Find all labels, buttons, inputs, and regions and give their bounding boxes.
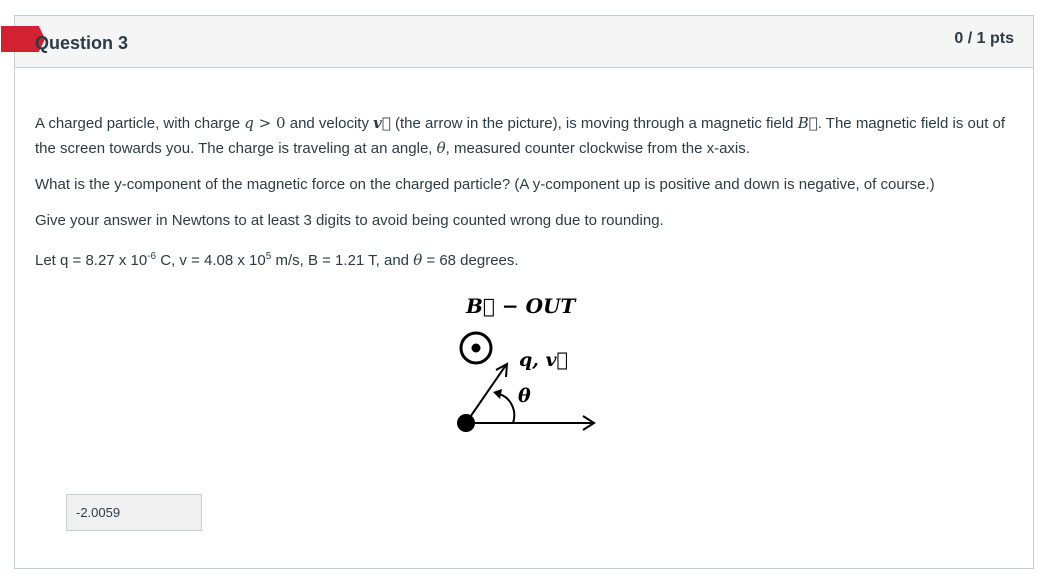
question-header: [15, 16, 1033, 68]
out-of-page-icon: [461, 333, 491, 363]
field-label: B⃗ − OUT: [466, 294, 576, 318]
paragraph-instructions: Give your answer in Newtons to at least 3 digits to avoid being counted wrong due to rounding.: [35, 212, 664, 229]
question-card: [14, 15, 1034, 569]
angle-arc: [493, 389, 514, 423]
paragraph-intro: A charged particle, with charge q > 0 and velocity v⃗ (the arrow in the picture), is moving through a magnetic field B⃗. The magnetic field is out of the screen towards you. The charge is traveling at an angle, θ, measured counter clockwise from the x-axis.: [35, 114, 1006, 157]
charge-dot: [457, 414, 475, 432]
question-title: Question 3: [35, 33, 129, 53]
angle-label: θ: [518, 385, 531, 407]
paragraph-question: What is the y-component of the magnetic force on the charged particle? (A y-component up is positive and down is negative, of course.): [35, 176, 935, 193]
paragraph-values: Let q = 8.27 x $10^{-6}$ C, v = 4.08 x $10^5$ m/s, B = 1.21 T, and θ = 68 degrees.: [35, 251, 519, 269]
diagram-svg: [455, 286, 625, 456]
question-body: [35, 111, 1015, 285]
answer-input[interactable]: -2.0059: [66, 494, 202, 531]
diagram: [455, 286, 625, 456]
x-axis-arrow: [466, 416, 594, 430]
charge-velocity-label: q, v⃗: [519, 349, 568, 371]
points-label: 0 / 1 pts: [954, 30, 1014, 47]
